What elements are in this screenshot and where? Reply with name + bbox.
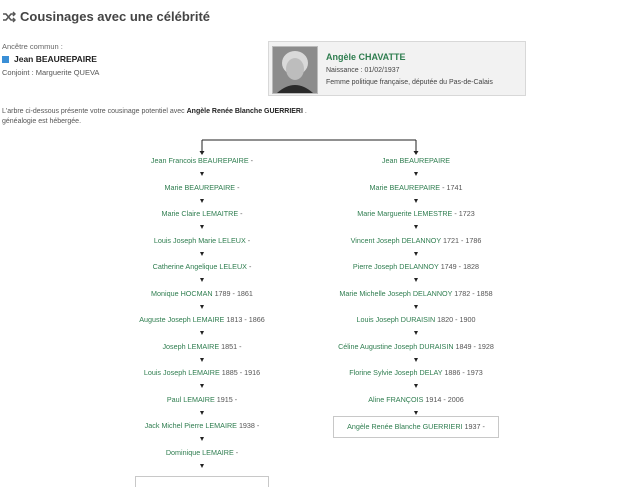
person-entry[interactable] — [92, 234, 312, 248]
down-arrow-icon — [306, 248, 526, 261]
person-dates: - — [250, 156, 254, 165]
celebrity-birth: Naissance : 01/02/1937 — [326, 67, 400, 74]
person-entry[interactable] — [333, 416, 499, 438]
left-branch — [92, 154, 312, 472]
person-name[interactable]: Louis Joseph LEMAIRE — [143, 368, 220, 377]
person-entry[interactable] — [306, 313, 526, 327]
person-dates: 1886 - 1973 — [444, 368, 483, 377]
down-arrow-icon — [92, 407, 312, 420]
person-dates: 1820 - 1900 — [437, 315, 476, 324]
down-arrow-icon — [92, 301, 312, 314]
person-entry[interactable] — [92, 181, 312, 195]
down-arrow-icon — [306, 168, 526, 181]
person-entry[interactable] — [92, 287, 312, 301]
person-name[interactable]: Jack Michel Pierre LEMAIRE — [144, 421, 237, 430]
page-title: Cousinages avec une célébrité — [20, 9, 211, 24]
down-arrow-icon — [306, 221, 526, 234]
person-entry[interactable] — [92, 313, 312, 327]
down-arrow-icon — [92, 274, 312, 287]
left-branch-end-box — [135, 476, 269, 487]
person-name[interactable]: Marie Michelle Joseph DELANNOY — [339, 288, 453, 298]
person-name[interactable]: Louis Joseph DURAISIN — [356, 315, 436, 324]
person-name[interactable]: Marie BEAUREPAIRE — [369, 182, 441, 192]
intro-celebrity-name: Angèle Renée Blanche GUERRIERI — [186, 108, 303, 115]
person-dates: - 1741 — [442, 182, 463, 192]
person-name[interactable]: Aline FRANÇOIS — [368, 394, 424, 404]
person-entry[interactable] — [92, 366, 312, 380]
person-dates: 1937 - — [464, 422, 485, 431]
down-arrow-icon — [92, 460, 312, 473]
person-dates: - — [237, 182, 240, 192]
person-entry[interactable] — [92, 419, 312, 433]
person-dates: 1885 - 1916 — [221, 368, 261, 377]
person-dates: 1749 - 1828 — [440, 262, 480, 271]
intro-text: L'arbre ci-dessous présente votre cousinage potentiel avec Angèle Renée Blanche GUERRIERI . généalogie est hébergée. — [2, 108, 307, 125]
down-arrow-icon — [306, 354, 526, 367]
person-name[interactable]: Dominique LEMAIRE — [165, 447, 234, 457]
person-entry[interactable] — [306, 154, 526, 168]
down-arrow-icon — [306, 274, 526, 287]
down-arrow-icon — [92, 248, 312, 261]
person-entry[interactable] — [306, 260, 526, 274]
person-entry[interactable] — [306, 181, 526, 195]
tree-connector — [0, 0, 618, 170]
person-entry[interactable] — [306, 207, 526, 221]
person-entry[interactable] — [306, 234, 526, 248]
down-arrow-icon — [306, 380, 526, 393]
person-name[interactable]: Joseph LEMAIRE — [162, 341, 220, 351]
person-dates: - — [235, 447, 239, 457]
person-name[interactable]: Jean BEAUREPAIRE — [381, 156, 451, 165]
common-ancestor-label: Ancêtre commun : — [2, 42, 63, 51]
person-name[interactable]: Catherine Angelique LELEUX — [152, 262, 247, 271]
person-dates: 1914 - 2006 — [425, 394, 464, 404]
person-name[interactable]: Paul LEMAIRE — [166, 394, 215, 404]
down-arrow-icon — [92, 221, 312, 234]
person-entry[interactable] — [92, 207, 312, 221]
person-entry[interactable] — [92, 393, 312, 407]
right-branch — [306, 154, 526, 438]
person-name[interactable]: Marie BEAUREPAIRE — [164, 182, 236, 192]
down-arrow-icon — [92, 195, 312, 208]
person-entry[interactable] — [92, 340, 312, 354]
person-name[interactable]: Louis Joseph Marie LELEUX — [153, 235, 246, 245]
person-dates: 1851 - — [221, 341, 242, 351]
person-dates: - — [248, 262, 252, 271]
person-entry[interactable] — [92, 154, 312, 168]
person-dates: 1938 - — [238, 421, 260, 430]
person-dates: 1721 - 1786 — [443, 235, 482, 245]
person-entry[interactable] — [306, 287, 526, 301]
person-dates: 1813 - 1866 — [226, 315, 265, 324]
person-entry[interactable] — [306, 366, 526, 380]
ancestor-name-text: Jean BEAUREPAIRE — [14, 54, 97, 64]
person-name[interactable]: Marie Marguerite LEMESTRE — [357, 209, 453, 218]
down-arrow-icon — [92, 327, 312, 340]
celebrity-name[interactable]: Angèle CHAVATTE — [326, 52, 406, 62]
person-dates: 1782 - 1858 — [454, 288, 493, 298]
person-dates: 1915 - — [216, 394, 238, 404]
person-name[interactable]: Marie Claire LEMAITRE — [161, 209, 239, 218]
down-arrow-icon — [306, 195, 526, 208]
down-arrow-icon — [92, 433, 312, 446]
person-name[interactable]: Auguste Joseph LEMAIRE — [139, 315, 225, 324]
person-dates: - — [240, 209, 243, 218]
person-entry[interactable] — [92, 446, 312, 460]
person-dates: - 1723 — [454, 209, 475, 218]
person-entry[interactable] — [92, 260, 312, 274]
person-dates: 1789 - 1861 — [214, 288, 253, 298]
person-name[interactable]: Angèle Renée Blanche GUERRIERI — [347, 422, 463, 431]
down-arrow-icon — [306, 327, 526, 340]
person-name[interactable]: Céline Augustine Joseph DURAISIN — [338, 341, 454, 351]
person-name[interactable]: Pierre Joseph DELANNOY — [352, 262, 439, 271]
down-arrow-icon — [92, 354, 312, 367]
person-dates: - — [247, 235, 251, 245]
down-arrow-icon — [92, 380, 312, 393]
person-dates: 1849 - 1928 — [455, 341, 494, 351]
person-name[interactable]: Vincent Joseph DELANNOY — [350, 235, 442, 245]
person-name[interactable]: Jean Francois BEAUREPAIRE — [150, 156, 249, 165]
person-entry[interactable] — [306, 393, 526, 407]
celebrity-description: Femme politique française, députée du Pas-de-Calais — [326, 79, 493, 86]
down-arrow-icon — [92, 168, 312, 181]
down-arrow-icon — [306, 301, 526, 314]
person-entry[interactable] — [306, 340, 526, 354]
person-name[interactable]: Monique HOCMAN — [151, 288, 213, 298]
ancestor-spouse: Conjoint : Marguerite QUEVA — [2, 68, 100, 77]
person-name[interactable]: Florine Sylvie Joseph DELAY — [349, 368, 443, 377]
